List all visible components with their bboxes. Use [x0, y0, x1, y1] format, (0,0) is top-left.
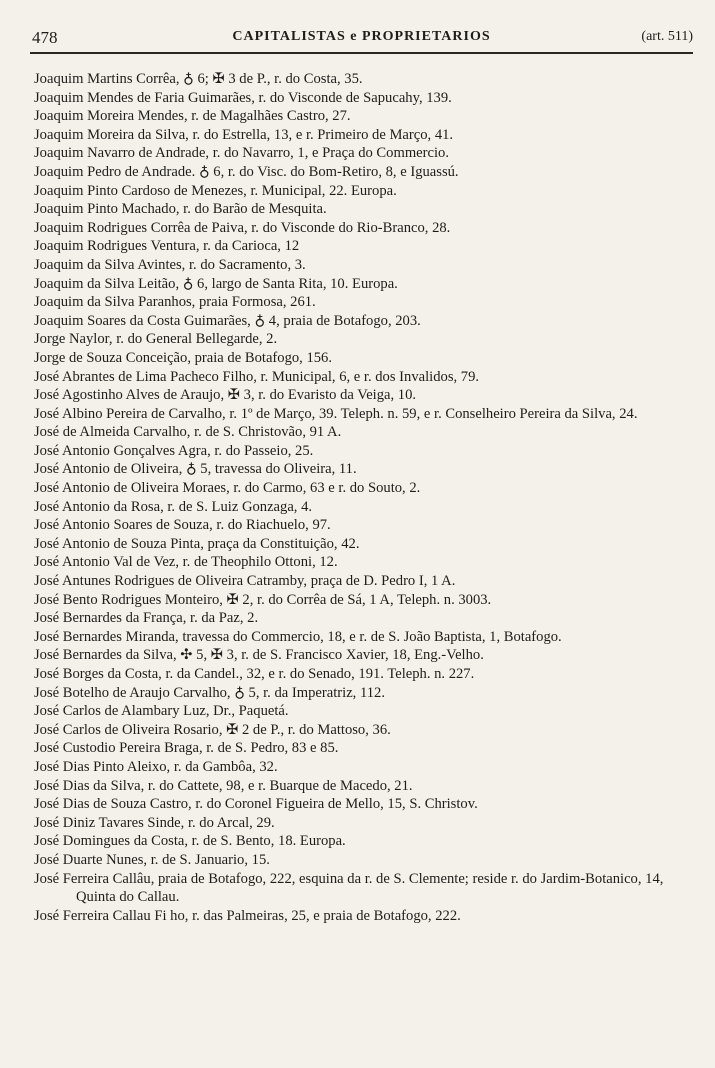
directory-entry: Joaquim Soares da Costa Guimarães, ♁ 4, praia de Botafogo, 203. — [34, 312, 421, 329]
directory-entry: José Agostinho Alves de Araujo, ✠ 3, r. do Evaristo da Veiga, 10. — [34, 387, 417, 404]
directory-entry: José Antonio Val de Vez, r. de Theophilo Ottoni, 12. — [34, 554, 338, 571]
directory-entry: Joaquim Martins Corrêa, ♁ 6; ✠ 3 de P., r. do Costa, 35. — [34, 71, 363, 87]
directory-entry: José Ferreira Callâu, praia de Botafogo, 222, esquina da r. de S. Clemente; reside r. do Jardim-Botanico, 14, Quinta do Callau. — [34, 870, 664, 906]
directory-entry: José Carlos de Oliveira Rosario, ✠ 2 de P., r. do Mattoso, 36. — [34, 721, 391, 738]
directory-entry: Joaquim Rodrigues Corrêa de Paiva, r. do Visconde do Rio-Branco, 28. — [34, 219, 451, 236]
directory-entry: Joaquim Pinto Cardoso de Menezes, r. Municipal, 22. Europa. — [34, 182, 397, 199]
directory-entry: Jorge de Souza Conceição, praia de Botafogo, 156. — [34, 349, 333, 366]
directory-entry: José Custodio Pereira Braga, r. de S. Pedro, 83 e 85. — [34, 740, 339, 757]
article-reference: (art. 511) — [641, 29, 693, 44]
directory-entry: Joaquim Pedro de Andrade. ♁ 6, r. do Visc. do Bom-Retiro, 8, e Iguassú. — [34, 163, 459, 180]
directory-entry: Joaquim Moreira Mendes, r. de Magalhães Castro, 27. — [34, 108, 351, 125]
directory-entry: José Bernardes Miranda, travessa do Commercio, 18, e r. de S. João Baptista, 1, Botafogo. — [34, 628, 562, 645]
directory-entry: José Antonio da Rosa, r. de S. Luiz Gonzaga, 4. — [34, 498, 313, 515]
directory-entry: José Antunes Rodrigues de Oliveira Catramby, praça de D. Pedro I, 1 A. — [34, 573, 456, 590]
page-header — [30, 28, 693, 52]
directory-entry: Jorge Naylor, r. do General Bellegarde, 2. — [34, 331, 278, 348]
directory-entry: Joaquim Rodrigues Ventura, r. da Carioca, 12 — [34, 238, 300, 255]
directory-entry: José Antonio de Oliveira Moraes, r. do Carmo, 63 e r. do Souto, 2. — [34, 480, 421, 497]
directory-entry: José Dias Pinto Aleixo, r. da Gambôa, 32. — [34, 758, 278, 775]
directory-entry: José Abrantes de Lima Pacheco Filho, r. Municipal, 6, e r. dos Invalidos, 79. — [34, 368, 480, 385]
directory-entry: José Carlos de Alambary Luz, Dr., Paquetá. — [34, 703, 289, 720]
header-rule — [30, 52, 693, 54]
directory-entry: José Ferreira Callau Fi ho, r. das Palmeiras, 25, e praia de Botafogo, 222. — [34, 907, 461, 924]
directory-entry: Joaquim da Silva Leitão, ♁ 6, largo de Santa Rita, 10. Europa. — [34, 275, 398, 292]
directory-entry: José Bernardes da França, r. da Paz, 2. — [34, 610, 259, 627]
directory-entry: José Albino Pereira de Carvalho, r. 1º de Março, 39. Teleph. n. 59, e r. Conselheiro Pereira da Silva, 24. — [34, 405, 638, 422]
directory-entry: José Borges da Costa, r. da Candel., 32, e r. do Senado, 191. Teleph. n. 227. — [34, 666, 475, 682]
directory-entry: José Diniz Tavares Sinde, r. do Arcal, 29. — [34, 814, 275, 831]
directory-entry: Joaquim Navarro de Andrade, r. do Navarro, 1, e Praça do Commercio. — [34, 145, 449, 162]
directory-entry: José Antonio de Oliveira, ♁ 5, travessa do Oliveira, 11. — [34, 461, 357, 478]
directory-entry: José Duarte Nunes, r. de S. Januario, 15. — [34, 851, 270, 868]
directory-entry: José Bernardes da Silva, ✣ 5, ✠ 3, r. de S. Francisco Xavier, 18, Eng.-Velho. — [34, 647, 484, 664]
entry-list — [30, 70, 693, 925]
directory-entry: José Antonio de Souza Pinta, praça da Constituição, 42. — [34, 535, 360, 552]
directory-entry: José Dias de Souza Castro, r. do Coronel Figueira de Mello, 15, S. Christov. — [34, 796, 478, 813]
page-number: 478 — [32, 28, 58, 47]
directory-entry: Joaquim da Silva Paranhos, praia Formosa, 261. — [34, 294, 316, 311]
directory-entry: José Botelho de Araujo Carvalho, ♁ 5, r. da Imperatriz, 112. — [34, 684, 385, 701]
directory-entry: José de Almeida Carvalho, r. de S. Christovão, 91 A. — [34, 424, 342, 441]
directory-entry: Joaquim Moreira da Silva, r. do Estrella, 13, e r. Primeiro de Março, 41. — [34, 126, 454, 143]
directory-entry: Joaquim Pinto Machado, r. do Barão de Mesquita. — [34, 201, 327, 218]
running-title: CAPITALISTAS e PROPRIETARIOS — [232, 29, 491, 44]
directory-entry: José Bento Rodrigues Monteiro, ✠ 2, r. do Corrêa de Sá, 1 A, Teleph. n. 3003. — [34, 591, 492, 608]
directory-entry: Joaquim da Silva Avintes, r. do Sacramento, 3. — [34, 256, 306, 273]
directory-entry: José Antonio Gonçalves Agra, r. do Passeio, 25. — [34, 442, 314, 459]
directory-entry: José Dias da Silva, r. do Cattete, 98, e r. Buarque de Macedo, 21. — [34, 777, 413, 794]
directory-entry: José Antonio Soares de Souza, r. do Riachuelo, 97. — [34, 517, 331, 534]
directory-entry: José Domingues da Costa, r. de S. Bento, 18. Europa. — [34, 833, 346, 850]
directory-entry: Joaquim Mendes de Faria Guimarães, r. do Visconde de Sapucahy, 139. — [34, 89, 452, 106]
